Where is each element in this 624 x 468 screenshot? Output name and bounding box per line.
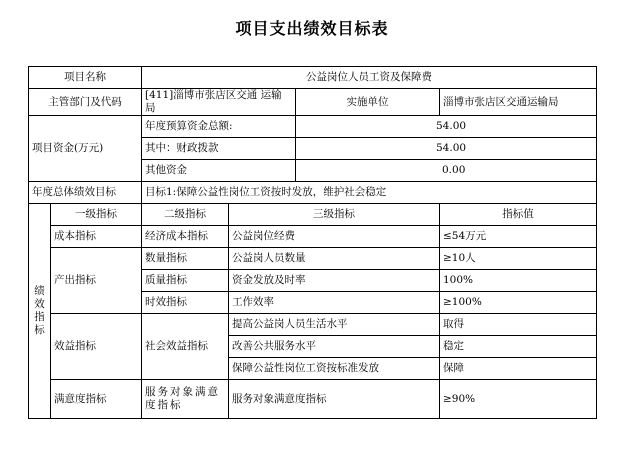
output-value-2: 100%	[440, 270, 597, 292]
output-level1: 产出指标	[51, 248, 142, 314]
satisfaction-value: ≥90%	[440, 380, 597, 419]
benefit-value-1: 取得	[440, 314, 597, 336]
output-level3-2: 资金发放及时率	[229, 270, 440, 292]
header-level2: 二级指标	[142, 204, 229, 226]
page-title: 项目支出绩效目标表	[235, 19, 389, 38]
cost-level2: 经济成本指标	[142, 226, 229, 248]
cost-value: ≤54万元	[440, 226, 597, 248]
funds-other-number: 0.00	[442, 164, 466, 176]
funds-total-value	[296, 116, 597, 138]
funds-total-number: 54.00	[436, 120, 467, 132]
output-level2-1: 数量指标	[142, 248, 229, 270]
annual-goal-row	[29, 182, 597, 204]
output-level3-3: 工作效率	[229, 292, 440, 314]
benefit-level2: 社会效益指标	[142, 314, 229, 380]
department-label: 主管部门及代码	[29, 89, 142, 116]
benefit-row-1	[29, 314, 597, 336]
project-name-value: 公益岗位人员工资及保障费	[142, 67, 597, 89]
satisfaction-level1: 满意度指标	[51, 380, 142, 419]
perf-indicator-text: 绩效指标	[34, 285, 45, 336]
funds-other-value	[296, 160, 597, 182]
department-row	[29, 89, 597, 116]
department-value: [411]淄博市张店区交通 运输局	[142, 89, 296, 116]
satisfaction-level3: 服务对象满意度指标	[229, 380, 440, 419]
project-name-label: 项目名称	[29, 67, 142, 89]
cost-level3: 公益岗位经费	[229, 226, 440, 248]
funds-label: 项目资金(万元)	[29, 116, 142, 182]
funds-fiscal-number: 54.00	[436, 142, 467, 154]
performance-target-table	[28, 66, 597, 419]
funds-fiscal-value	[296, 138, 597, 160]
output-row-1	[29, 248, 597, 270]
header-target-value: 指标值	[440, 204, 597, 226]
header-level3: 三级指标	[229, 204, 440, 226]
benefit-level3-3: 保障公益性岗位工资按标准发放	[229, 358, 440, 380]
output-level2-2: 质量指标	[142, 270, 229, 292]
funds-other-label: 其他资金	[142, 160, 296, 182]
annual-goal-value: 目标1:保障公益性岗位工资按时发放，维护社会稳定	[142, 182, 597, 204]
benefit-level3-1: 提高公益岗人员生活水平	[229, 314, 440, 336]
perf-indicator-label	[29, 204, 51, 419]
output-value-3: ≥100%	[440, 292, 597, 314]
funds-fiscal-label: 其中：财政拨款	[142, 138, 296, 160]
satisfaction-level2: 服务对象满意度指标	[142, 380, 229, 419]
output-level3-1: 公益岗人员数量	[229, 248, 440, 270]
header-level1: 一级指标	[51, 204, 142, 226]
impl-unit-value: 淄博市张店区交通运输局	[440, 89, 597, 116]
annual-goal-label: 年度总体绩效目标	[29, 182, 142, 204]
cost-level1: 成本指标	[51, 226, 142, 248]
benefit-value-3: 保障	[440, 358, 597, 380]
benefit-level3-2: 改善公共服务水平	[229, 336, 440, 358]
satisfaction-row	[29, 380, 597, 419]
output-level2-3: 时效指标	[142, 292, 229, 314]
output-value-1: ≥10人	[440, 248, 597, 270]
impl-unit-label: 实施单位	[296, 89, 440, 116]
funds-total-label: 年度预算资金总额:	[142, 116, 296, 138]
benefit-level1: 效益指标	[51, 314, 142, 380]
cost-row	[29, 226, 597, 248]
indicator-header-row	[29, 204, 597, 226]
benefit-value-2: 稳定	[440, 336, 597, 358]
funds-row-total	[29, 116, 597, 138]
project-name-row	[29, 67, 597, 89]
